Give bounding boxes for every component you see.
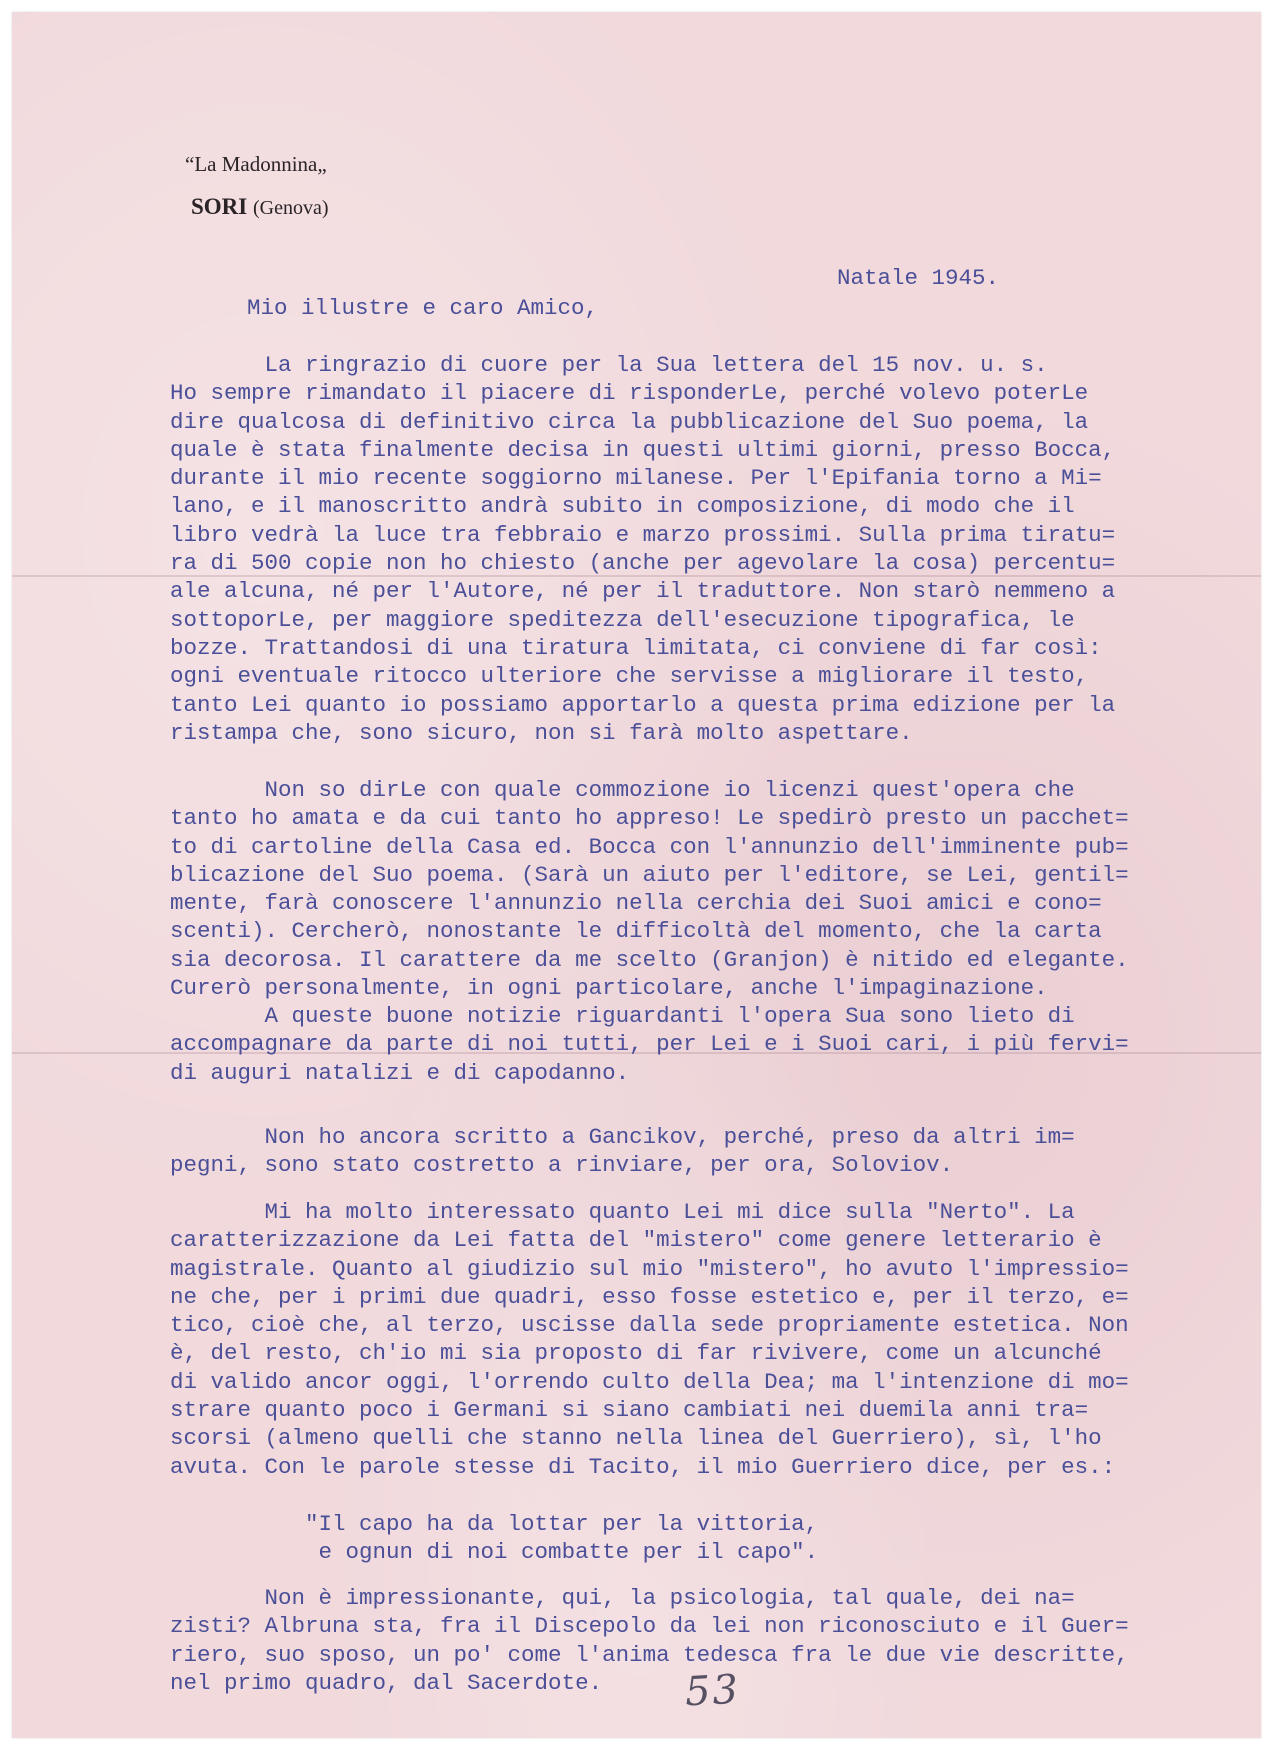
text-line: avuta. Con le parole stesse di Tacito, il mio Guerriero dice, per es.: [170, 1453, 1116, 1480]
text-line: strare quanto poco i Germani si siano cambiati nei duemila anni tra= [170, 1397, 1089, 1424]
text-line: zisti? Albruna sta, fra il Discepolo da lei non riconosciuto e il Guer= [170, 1613, 1129, 1640]
text-line: ristampa che, sono sicuro, non si farà molto aspettare. [170, 719, 913, 746]
paragraph [170, 776, 1129, 1002]
text-line: ogni eventuale ritocco ulteriore che servisse a migliorare il testo, [170, 663, 1089, 690]
text-line: libro vedrà la luce tra febbraio e marzo prossimi. Sulla prima tiratu= [170, 521, 1116, 548]
letterhead-town: SORI [191, 194, 248, 219]
text-line: sia decorosa. Il carattere da me scelto (Granjon) è nitido ed elegante. [170, 946, 1129, 973]
text-line: ne che, per i primi due quadri, esso fosse estetico e, per il terzo, e= [170, 1283, 1129, 1310]
text-line: Curerò personalmente, in ogni particolare, anche l'impaginazione. [170, 975, 1048, 1002]
paragraph [170, 1002, 1129, 1087]
text-line: di valido ancor oggi, l'orrendo culto della Dea; ma l'intenzione di mo= [170, 1368, 1129, 1395]
text-line: ra di 500 copie non ho chiesto (anche per agevolare la cosa) percentu= [170, 550, 1116, 577]
salutation: Mio illustre e caro Amico, [247, 295, 599, 321]
text-line: tico, cioè che, al terzo, uscisse dalla sede propriamente estetica. Non [170, 1312, 1129, 1339]
text-line: di auguri natalizi e di capodanno. [170, 1059, 630, 1086]
text-line: dire qualcosa di definitivo circa la pubblicazione del Suo poema, la [170, 408, 1089, 435]
paragraph [170, 1584, 1129, 1697]
text-line: mente, farà conoscere l'annunzio nella cerchia dei Suoi amici e cono= [170, 890, 1102, 917]
text-line: sottoporLe, per maggiore speditezza dell'esecuzione tipografica, le [170, 606, 1075, 633]
text-line: durante il mio recente soggiorno milanese. Per l'Epifania torno a Mi= [170, 465, 1102, 492]
letterhead-province: (Genova) [253, 197, 329, 219]
text-line: Non è impressionante, qui, la psicologia, tal quale, dei na= [170, 1585, 1075, 1611]
text-line: Ho sempre rimandato il piacere di risponderLe, perché volevo poterLe [170, 380, 1089, 407]
text-line: La ringrazio di cuore per la Sua lettera del 15 nov. u. s. [170, 352, 1048, 378]
letterhead-address [191, 194, 329, 220]
text-line: blicazione del Suo poema. (Sarà un aiuto per l'editore, se Lei, gentil= [170, 861, 1129, 888]
text-line: "Il capo ha da lottar per la vittoria, [170, 1511, 819, 1537]
paragraph [170, 1198, 1129, 1481]
text-line: scenti). Cercherò, nonostante le difficoltà del momento, che la carta [170, 918, 1102, 945]
text-line: tanto ho amata e da cui tanto ho appreso! Le spedirò presto un pacchet= [170, 805, 1129, 832]
text-line: tanto Lei quanto io possiamo apportarlo a questa prima edizione per la [170, 691, 1116, 718]
text-line: Mi ha molto interessato quanto Lei mi dice sulla "Nerto". La [170, 1199, 1075, 1225]
text-line: magistrale. Quanto al giudizio sul mio "mistero", ho avuto l'impressio= [170, 1255, 1129, 1282]
text-line: Non so dirLe con quale commozione io licenzi quest'opera che [170, 777, 1075, 803]
text-line: accompagnare da parte di noi tutti, per Lei e i Suoi cari, i più fervi= [170, 1031, 1129, 1058]
text-line: bozze. Trattandosi di una tiratura limitata, ci conviene di far così: [170, 634, 1102, 661]
text-line: nel primo quadro, dal Sacerdote. [170, 1669, 603, 1696]
text-line: A queste buone notizie riguardanti l'opera Sua sono lieto di [170, 1003, 1075, 1029]
text-line: è, del resto, ch'io mi sia proposto di far rivivere, come un alcunché [170, 1340, 1102, 1367]
text-line: quale è stata finalmente decisa in questi ultimi giorni, presso Bocca, [170, 436, 1116, 463]
text-line: riero, suo sposo, un po' come l'anima tedesca fra le due vie descritte, [170, 1641, 1129, 1668]
paragraph [170, 351, 1115, 747]
text-line: pegni, sono stato costretto a rinviare, per ora, Soloviov. [170, 1152, 954, 1179]
handwritten-page-number: 53 [683, 1666, 742, 1716]
text-line: Non ho ancora scritto a Gancikov, perché, preso da altri im= [170, 1124, 1075, 1150]
paragraph [170, 1123, 1075, 1180]
text-line: ale alcuna, né per l'Autore, né per il traduttore. Non starò nemmeno a [170, 578, 1116, 605]
letter-date: Natale 1945. [837, 265, 1000, 291]
text-line: lano, e il manoscritto andrà subito in composizione, di modo che il [170, 493, 1075, 520]
text-line: e ognun di noi combatte per il capo". [170, 1539, 819, 1566]
text-line: scorsi (almeno quelli che stanno nella linea del Guerriero), sì, l'ho [170, 1425, 1102, 1452]
quotation [170, 1510, 818, 1567]
text-line: caratterizzazione da Lei fatta del "mistero" come genere letterario è [170, 1227, 1102, 1254]
letterhead-name: “La Madonnina„ [185, 152, 327, 176]
text-line: to di cartoline della Casa ed. Bocca con l'annunzio dell'imminente pub= [170, 833, 1129, 860]
